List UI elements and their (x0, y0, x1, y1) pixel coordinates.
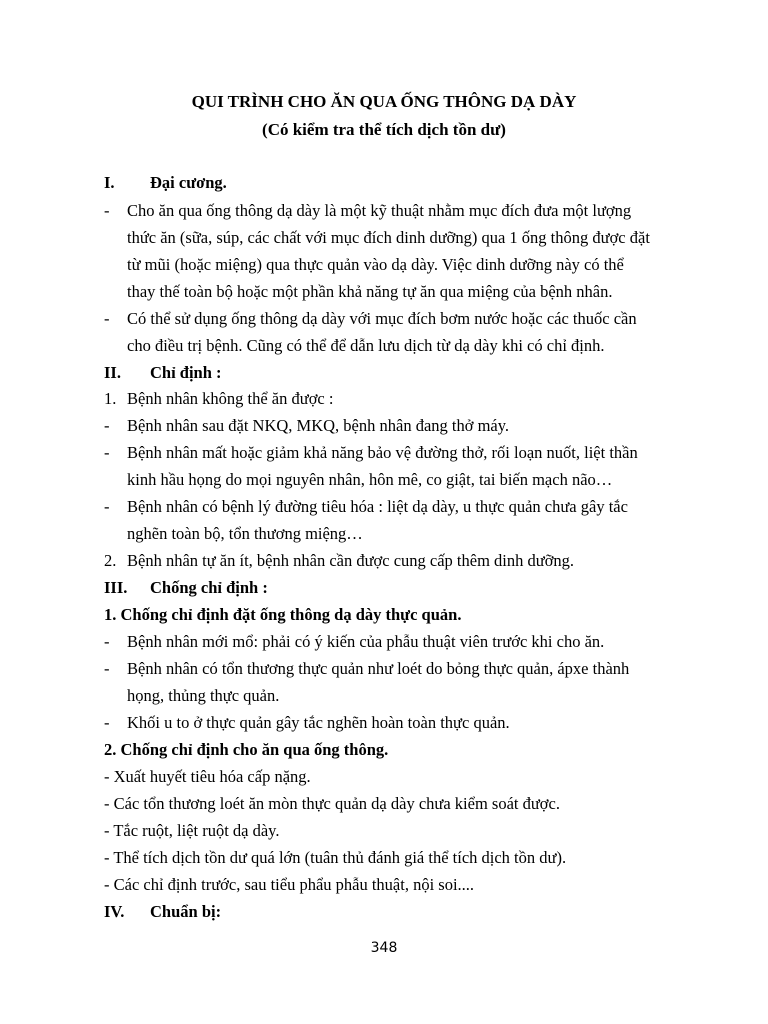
list-item: Bệnh nhân tự ăn ít, bệnh nhân cần được cung cấp thêm dinh dưỡng. (127, 551, 575, 570)
list-item: Bệnh nhân có tổn thương thực quản như loét do bỏng thực quản, ápxe thành (127, 659, 630, 678)
list-item: nghẽn toàn bộ, tổn thương miệng… (127, 524, 363, 543)
list-item: - Thể tích dịch tồn dư quá lớn (tuân thủ đánh giá thể tích dịch tồn dư). (104, 848, 567, 867)
bullet-dash: - (104, 632, 110, 651)
list-number: 1. (104, 389, 117, 408)
section-4-heading: Chuẩn bị: (150, 902, 222, 921)
document-subtitle: (Có kiểm tra thể tích dịch tồn dư) (262, 120, 506, 139)
list-item: - Xuất huyết tiêu hóa cấp nặng. (104, 767, 311, 786)
paragraph-line: thay thế toàn bộ hoặc một phần khả năng tự ăn qua miệng của bệnh nhân. (127, 282, 613, 301)
section-3-number: III. (104, 578, 128, 597)
paragraph-line: Có thể sử dụng ống thông dạ dày với mục đích bơm nước hoặc các thuốc cần (127, 309, 637, 328)
paragraph-line: cho điều trị bệnh. Cũng có thể để dẫn lưu dịch từ dạ dày khi có chỉ định. (127, 336, 605, 355)
bullet-dash: - (104, 416, 110, 435)
list-item: Bệnh nhân mất hoặc giảm khả năng bảo vệ đường thở, rối loạn nuốt, liệt thần (127, 443, 638, 462)
page-number: 348 (370, 940, 398, 956)
subsection-heading: 2. Chống chỉ định cho ăn qua ống thông. (104, 740, 389, 759)
document-title: QUI TRÌNH CHO ĂN QUA ỐNG THÔNG DẠ DÀY (191, 92, 577, 111)
list-item: kinh hầu họng do mọi nguyên nhân, hôn mê, co giật, tai biến mạch não… (127, 470, 613, 489)
bullet-dash: - (104, 497, 110, 516)
list-item: Khối u to ở thực quản gây tắc nghẽn hoàn toàn thực quản. (127, 713, 510, 732)
bullet-dash: - (104, 659, 110, 678)
bullet-dash: - (104, 201, 110, 220)
section-1-heading: Đại cương. (150, 173, 227, 192)
section-3-heading: Chống chỉ định : (150, 578, 268, 597)
paragraph-line: từ mũi (hoặc miệng) qua thực quản vào dạ dày. Việc dinh dưỡng này có thể (127, 255, 624, 274)
paragraph-line: Cho ăn qua ống thông dạ dày là một kỹ thuật nhằm mục đích đưa một lượng (127, 201, 632, 220)
paragraph-line: thức ăn (sữa, súp, các chất với mục đích dinh dưỡng) qua 1 ống thông được đặt (127, 228, 650, 247)
list-item: - Tắc ruột, liệt ruột dạ dày. (104, 821, 280, 840)
list-item: họng, thủng thực quản. (127, 686, 280, 705)
section-2-number: II. (104, 363, 121, 382)
section-2-heading: Chỉ định : (150, 363, 222, 382)
list-item: Bệnh nhân không thể ăn được : (127, 389, 334, 408)
list-item: Bệnh nhân sau đặt NKQ, MKQ, bệnh nhân đang thở máy. (127, 416, 510, 435)
section-1-number: I. (104, 173, 115, 192)
bullet-dash: - (104, 443, 110, 462)
list-item: Bệnh nhân mới mổ: phải có ý kiến của phẫu thuật viên trước khi cho ăn. (127, 632, 605, 651)
section-4-number: IV. (104, 902, 125, 921)
list-item: - Các chỉ định trước, sau tiểu phẩu phẫu thuật, nội soi.... (104, 875, 475, 894)
bullet-dash: - (104, 713, 110, 732)
list-item: Bệnh nhân có bệnh lý đường tiêu hóa : liệt dạ dày, u thực quản chưa gây tắc (127, 497, 628, 516)
bullet-dash: - (104, 309, 110, 328)
list-item: - Các tổn thương loét ăn mòn thực quản dạ dày chưa kiểm soát được. (104, 794, 560, 813)
list-number: 2. (104, 551, 117, 570)
subsection-heading: 1. Chống chỉ định đặt ống thông dạ dày thực quản. (104, 605, 462, 624)
